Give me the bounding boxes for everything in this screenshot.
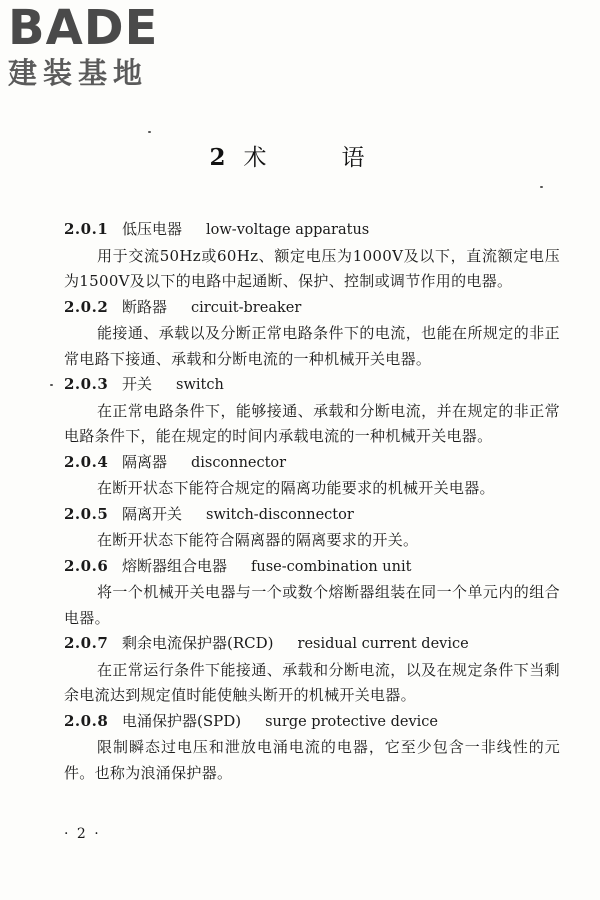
term-chinese: 断路器 xyxy=(122,297,168,316)
term-header xyxy=(64,709,560,736)
term-definition: 限制瞬态过电压和泄放电涌电流的电器，它至少包含一非线性的元件。也称为浪涌保护器。 xyxy=(64,738,560,782)
term-definition: 将一个机械开关电器与一个或数个熔断器组装在同一个单元内的组合电器。 xyxy=(64,583,560,627)
chapter-heading: 术 语 xyxy=(243,145,391,171)
term-number: 2.0.7 xyxy=(64,634,109,652)
term-chinese: 开关 xyxy=(122,375,153,393)
terms-list xyxy=(64,217,560,786)
term-header xyxy=(64,554,560,581)
term-entry xyxy=(64,631,560,709)
term-header xyxy=(64,295,560,322)
term-header xyxy=(64,450,560,477)
term-english: low-voltage apparatus xyxy=(206,222,370,238)
bade-logo xyxy=(8,0,178,90)
term-definition: 用于交流50Hz或60Hz、额定电压为1000V及以下，直流额定电压为1500V及以下的电路中起通断、保护、控制或调节作用的电器。 xyxy=(64,246,560,290)
term-entry xyxy=(64,450,560,502)
chapter-number: 2 xyxy=(209,144,226,171)
scan-speck xyxy=(540,186,543,188)
term-number: 2.0.8 xyxy=(64,711,109,730)
term-number: 2.0.3 xyxy=(64,375,109,393)
term-header xyxy=(64,631,560,658)
term-header xyxy=(64,502,560,529)
term-entry xyxy=(64,217,560,295)
term-english: switch xyxy=(176,377,224,393)
term-header xyxy=(64,217,560,244)
term-english: fuse-combination unit xyxy=(251,558,412,575)
term-number: 2.0.4 xyxy=(64,452,109,471)
term-english: switch-disconnector xyxy=(206,506,354,523)
term-entry xyxy=(64,295,560,373)
logo-wordmark: BADE xyxy=(8,0,159,56)
term-english: residual current device xyxy=(297,636,469,652)
term-entry xyxy=(64,709,560,787)
term-chinese: 低压电器 xyxy=(122,220,183,238)
term-chinese: 隔离器 xyxy=(122,452,168,471)
term-chinese: 熔断器组合电器 xyxy=(122,556,228,575)
term-english: circuit-breaker xyxy=(191,299,302,316)
term-definition: 能接通、承载以及分断正常电路条件下的电流，也能在所规定的非正常电路下接通、承载和分断电流的一种机械开关电器。 xyxy=(64,324,560,368)
term-number: 2.0.2 xyxy=(64,297,109,316)
term-number: 2.0.1 xyxy=(64,220,109,238)
term-definition: 在断开状态下能符合隔离器的隔离要求的开关。 xyxy=(97,531,419,549)
term-english: disconnector xyxy=(191,454,287,471)
term-definition: 在正常运行条件下能接通、承载和分断电流，以及在规定条件下当剩余电流达到规定值时能使触头断开的机械开关电器。 xyxy=(64,660,560,704)
scan-speck xyxy=(148,131,151,133)
term-entry xyxy=(64,502,560,554)
term-entry xyxy=(64,554,560,632)
term-header xyxy=(64,372,560,399)
term-english: surge protective device xyxy=(265,713,439,730)
term-number: 2.0.6 xyxy=(64,556,109,575)
term-entry xyxy=(64,372,560,450)
term-definition: 在断开状态下能符合规定的隔离功能要求的机械开关电器。 xyxy=(97,479,495,497)
chapter-title xyxy=(0,142,600,174)
term-chinese: 剩余电流保护器(RCD) xyxy=(122,634,274,652)
logo-subtitle: 建装基地 xyxy=(8,56,149,90)
term-chinese: 电涌保护器(SPD) xyxy=(122,711,242,730)
term-definition: 在正常电路条件下，能够接通、承载和分断电流，并在规定的非正常电路条件下，能在规定的时间内承载电流的一种机械开关电器。 xyxy=(64,401,560,445)
scan-speck xyxy=(50,384,53,386)
page-number: · 2 · xyxy=(64,826,101,842)
term-number: 2.0.5 xyxy=(64,504,109,523)
term-chinese: 隔离开关 xyxy=(122,504,183,523)
